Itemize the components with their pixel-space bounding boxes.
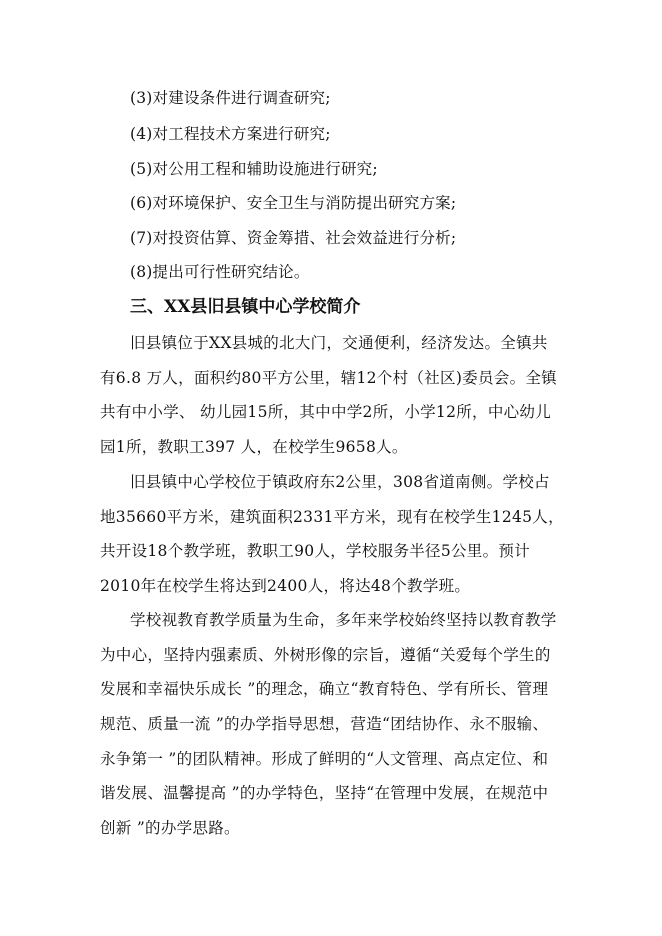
list-item-3: (3)对建设条件进行调查研究;	[130, 89, 331, 107]
paragraph-1-line-3: 共有中小学、 幼儿园15所，其中中学2所，小学12所，中心幼儿	[100, 403, 552, 421]
paragraph-2-line-2: 地35660平方米，建筑面积2331平方米，现有在校学生1245人，	[100, 508, 564, 526]
paragraph-2-line-1: 旧县镇中心学校位于镇政府东2公里，308省道南侧。学校占	[130, 473, 550, 491]
paragraph-3-line-2: 为中心，坚持内强素质、外树形像的宗旨，遵循“关爱每个学生的	[100, 646, 551, 664]
paragraph-1-line-2: 有6.8 万人，面积约80平方公里，辖12个村（社区)委员会。全镇	[100, 369, 557, 387]
list-item-7: (7)对投资估算、资金筹措、社会效益进行分析;	[130, 229, 457, 247]
paragraph-2-line-3: 共开设18个教学班，教职工90人，学校服务半径5公里。预计	[100, 542, 531, 560]
paragraph-3-line-1: 学校视教育教学质量为生命，多年来学校始终坚持以教育教学	[130, 611, 557, 629]
paragraph-3-line-7: 创新 ”的办学思路。	[100, 819, 240, 837]
list-item-8: (8)提出可行性研究结论。	[130, 263, 310, 281]
paragraph-3-line-3: 发展和幸福快乐成长 ”的理念，确立“教育特色、学有所长、管理	[100, 680, 549, 698]
list-item-6: (6)对环境保护、安全卫生与消防提出研究方案;	[130, 194, 457, 212]
section-heading: 三、XX县旧县镇中心学校简介	[130, 297, 361, 317]
paragraph-3-line-6: 谐发展、温馨提高 ”的办学特色，坚持“在管理中发展，在规范中	[100, 784, 549, 802]
paragraph-2-line-4: 2010年在校学生将达到2400人，将达48个教学班。	[100, 577, 471, 595]
paragraph-1-line-1: 旧县镇位于XX县城的北大门，交通便利，经济发达。全镇共	[130, 334, 548, 352]
list-item-5: (5)对公用工程和辅助设施进行研究;	[130, 160, 378, 178]
list-item-4: (4)对工程技术方案进行研究;	[130, 125, 331, 143]
paragraph-1-line-4: 园1所，教职工397 人，在校学生9658人。	[100, 438, 408, 456]
paragraph-3-line-4: 规范、质量一流 ”的办学指导思想，营造“团结协作、永不服输、	[100, 715, 549, 733]
paragraph-3-line-5: 永争第一 ”的团队精神。形成了鲜明的“人文管理、高点定位、和	[100, 750, 549, 768]
